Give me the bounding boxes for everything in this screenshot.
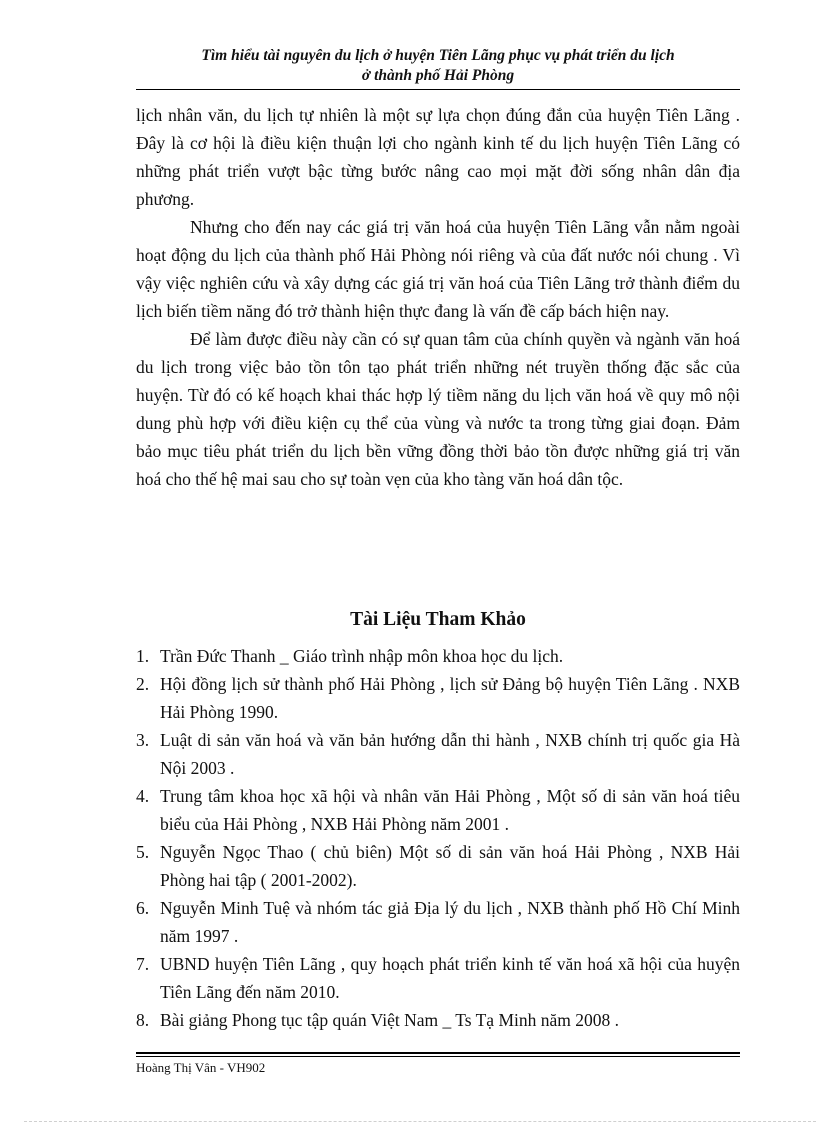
reference-item: [136, 1006, 740, 1034]
reference-text: Nguyễn Minh Tuệ và nhóm tác giả Địa lý du lịch , NXB thành phố Hồ Chí Minh năm 1997 .: [160, 898, 740, 946]
reference-text: UBND huyện Tiên Lãng , quy hoạch phát triển kinh tế văn hoá xã hội của huyện Tiên Lãng đến năm 2010.: [160, 954, 740, 1002]
reference-text: Trung tâm khoa học xã hội và nhân văn Hải Phòng , Một số di sản văn hoá tiêu biểu của Hải Phòng , NXB Hải Phòng năm 2001 .: [160, 786, 740, 834]
reference-text: Luật di sản văn hoá và văn bản hướng dẫn thi hành , NXB chính trị quốc gia Hà Nội 2003 .: [160, 730, 740, 778]
reference-number: 3.: [136, 730, 150, 750]
header-line-2: ở thành phố Hải Phòng: [361, 67, 515, 84]
reference-number: 5.: [136, 842, 150, 862]
header-line-1: Tìm hiểu tài nguyên du lịch ở huyện Tiên Lãng phục vụ phát triển du lịch: [201, 47, 675, 64]
body-text: [136, 101, 740, 493]
reference-number: 6.: [136, 898, 150, 918]
reference-text: Trần Đức Thanh _ Giáo trình nhập môn khoa học du lịch.: [160, 646, 564, 666]
references-title: Tài Liệu Tham Khảo: [350, 609, 526, 630]
page-bottom-edge: [24, 1121, 816, 1122]
header-divider: [136, 89, 740, 90]
reference-item: [136, 950, 740, 1006]
paragraph-1: lịch nhân văn, du lịch tự nhiên là một sự lựa chọn đúng đắn của huyện Tiên Lãng . Đây là cơ hội là điều kiện thuận lợi cho ngành kinh tế du lịch huyện Tiên Lãng có những phát triển vượt bậc từng bước nâng cao mọi mặt đời sống nhân dân địa phương.: [136, 105, 740, 209]
reference-item: [136, 838, 740, 894]
reference-number: 8.: [136, 1010, 150, 1030]
footer-divider-thin: [136, 1056, 740, 1057]
paragraph-3: Để làm được điều này cần có sự quan tâm của chính quyền và ngành văn hoá du lịch trong việc bảo tồn tôn tạo phát triển những nét truyền thống đặc sắc của huyện. Từ đó có kế hoạch khai thác hợp lý tiềm năng du lịch văn hoá về quy mô nội dung phù hợp với điều kiện cụ thể của vùng và nước ta trong từng giai đoạn. Đảm bảo mục tiêu phát triển du lịch bền vững đồng thời bảo tồn được những giá trị văn hoá cho thế hệ mai sau cho sự toàn vẹn của kho tàng văn hoá dân tộc.: [136, 329, 740, 489]
reference-item: [136, 894, 740, 950]
footer-divider-thick: [136, 1052, 740, 1054]
reference-item: [136, 670, 740, 726]
reference-number: 2.: [136, 674, 150, 694]
paragraph-2: Nhưng cho đến nay các giá trị văn hoá của huyện Tiên Lãng vẫn nằm ngoài hoạt động du lịch của thành phố Hải Phòng nói riêng và của đất nước nói chung . Vì vậy việc nghiên cứu và xây dựng các giá trị văn hoá của Tiên Lãng trở thành điểm du lịch biến tiềm năng đó trở thành hiện thực đang là vấn đề cấp bách hiện nay.: [136, 217, 740, 321]
reference-item: [136, 782, 740, 838]
reference-item: [136, 642, 740, 670]
reference-text: Nguyễn Ngọc Thao ( chủ biên) Một số di sản văn hoá Hải Phòng , NXB Hải Phòng hai tập ( 2001-2002).: [160, 842, 740, 890]
running-footer: Hoàng Thị Vân - VH902: [136, 1060, 266, 1075]
reference-text: Bài giảng Phong tục tập quán Việt Nam _ Ts Tạ Minh năm 2008 .: [160, 1010, 619, 1030]
reference-text: Hội đồng lịch sử thành phố Hải Phòng , lịch sử Đảng bộ huyện Tiên Lãng . NXB Hải Phòng 1990.: [160, 674, 740, 722]
reference-number: 4.: [136, 786, 150, 806]
reference-item: [136, 726, 740, 782]
reference-number: 7.: [136, 954, 150, 974]
running-header: [136, 46, 740, 86]
references-list: [136, 642, 740, 1034]
reference-number: 1.: [136, 646, 150, 666]
